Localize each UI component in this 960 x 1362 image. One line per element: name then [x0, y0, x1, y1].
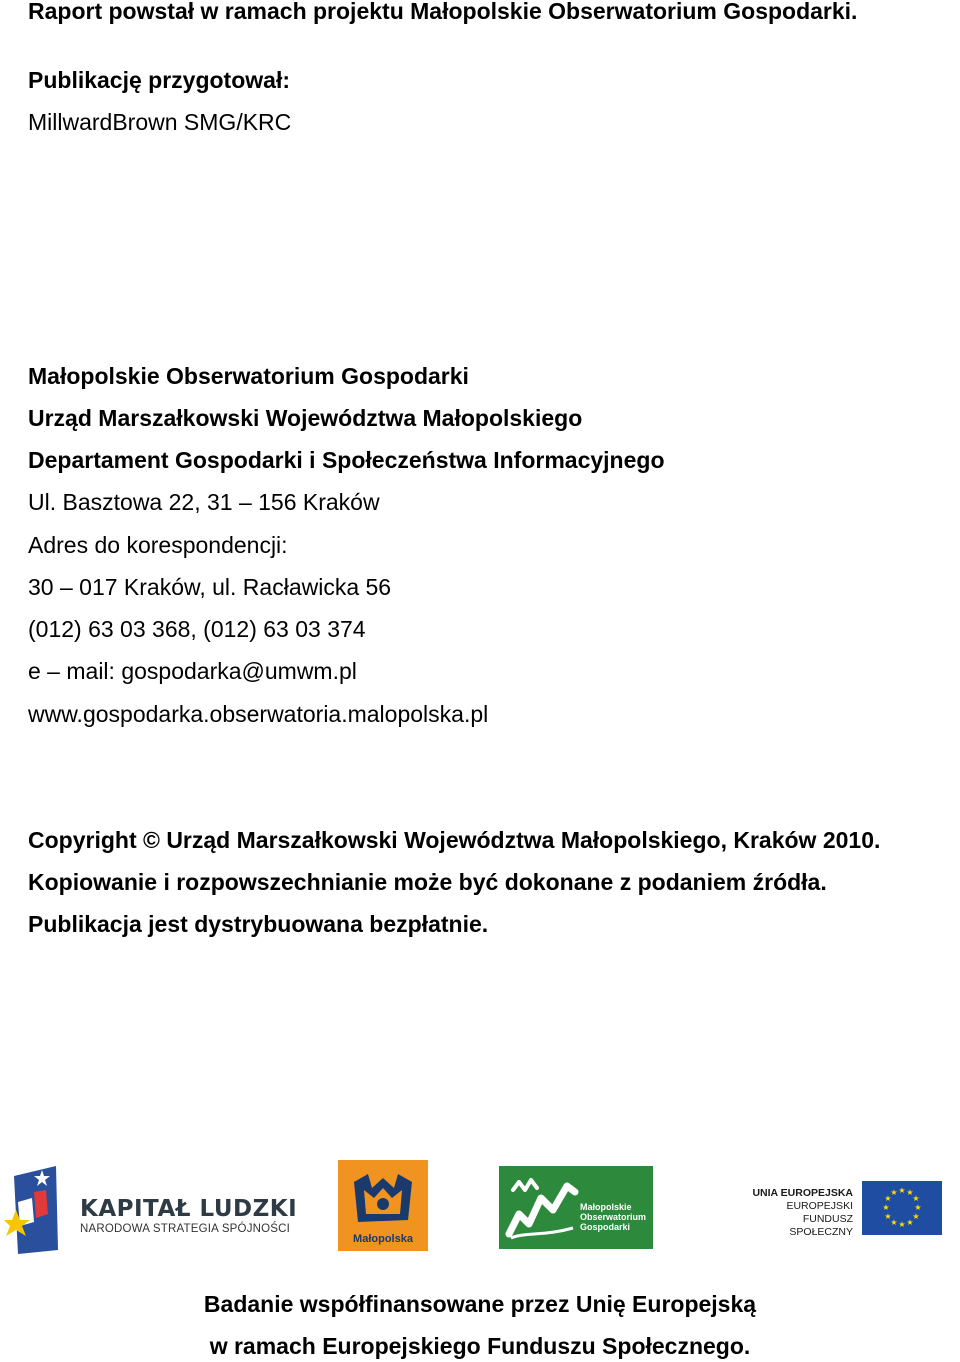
cofinancing-line2: w ramach Europejskiego Funduszu Społecznego. [209, 1333, 751, 1359]
malopolska-emblem-icon [350, 1170, 416, 1230]
kapital-ludzki-emblem-icon [4, 1162, 64, 1256]
svg-text:★: ★ [898, 1186, 906, 1195]
svg-text:★: ★ [890, 1188, 898, 1197]
org-name: Małopolskie Obserwatorium Gospodarki [28, 363, 469, 389]
eu-flag-icon [862, 1181, 942, 1235]
intro-text: Raport powstał w ramach projektu Małopolskie Obserwatorium Gospodarki. [28, 0, 858, 24]
org-office: Urząd Marszałkowski Województwa Małopolskiego [28, 405, 583, 431]
eu-line1: UNIA EUROPEJSKA [752, 1187, 853, 1199]
prepared-by-label: Publikację przygotował: [28, 67, 290, 93]
org-address: Ul. Basztowa 22, 31 – 156 Kraków [28, 489, 380, 515]
svg-text:★: ★ [912, 1194, 920, 1203]
prepared-by-value: MillwardBrown SMG/KRC [28, 109, 292, 135]
org-department: Departament Gospodarki i Społeczeństwa Informacyjnego [28, 447, 665, 473]
eu-line3: FUNDUSZ SPOŁECZNY [789, 1213, 853, 1238]
copying-note: Kopiowanie i rozpowszechnianie może być dokonane z podaniem źródła. [28, 869, 827, 895]
svg-text:★: ★ [906, 1188, 914, 1197]
kapital-ludzki-subtitle: NARODOWA STRATEGIA SPÓJNOŚCI [80, 1223, 291, 1235]
svg-text:★: ★ [912, 1212, 920, 1221]
mog-line1: Małopolskie [580, 1202, 632, 1212]
kapital-ludzki-title: KAPITAŁ LUDZKI [80, 1196, 298, 1222]
malopolska-logo [338, 1160, 428, 1251]
eu-line2: EUROPEJSKI [786, 1200, 853, 1212]
mog-line2: Obserwatorium [580, 1212, 647, 1222]
distribution-note: Publikacja jest dystrybuowana bezpłatnie. [28, 911, 489, 937]
mog-logo [499, 1166, 653, 1249]
org-website[interactable]: www.gospodarka.obserwatoria.malopolska.pl [28, 701, 489, 727]
svg-text:★: ★ [882, 1203, 890, 1212]
mog-line3: Gospodarki [580, 1222, 631, 1232]
correspondence-address: 30 – 017 Kraków, ul. Racławicka 56 [28, 574, 392, 600]
correspondence-label: Adres do korespondencji: [28, 532, 288, 558]
svg-text:★: ★ [890, 1218, 898, 1227]
org-phones: (012) 63 03 368, (012) 63 03 374 [28, 616, 366, 642]
svg-text:★: ★ [884, 1194, 892, 1203]
mog-chart-icon [505, 1176, 579, 1242]
svg-text:★: ★ [884, 1212, 892, 1221]
org-email[interactable]: e – mail: gospodarka@umwm.pl [28, 658, 357, 684]
svg-text:★: ★ [898, 1220, 906, 1229]
malopolska-label: Małopolska [353, 1233, 413, 1245]
svg-text:★: ★ [914, 1203, 922, 1212]
copyright-line: Copyright © Urząd Marszałkowski Województwa Małopolskiego, Kraków 2010. [28, 827, 881, 853]
cofinancing-line1: Badanie współfinansowane przez Unię Europejską [203, 1291, 757, 1317]
svg-text:★: ★ [906, 1218, 914, 1227]
